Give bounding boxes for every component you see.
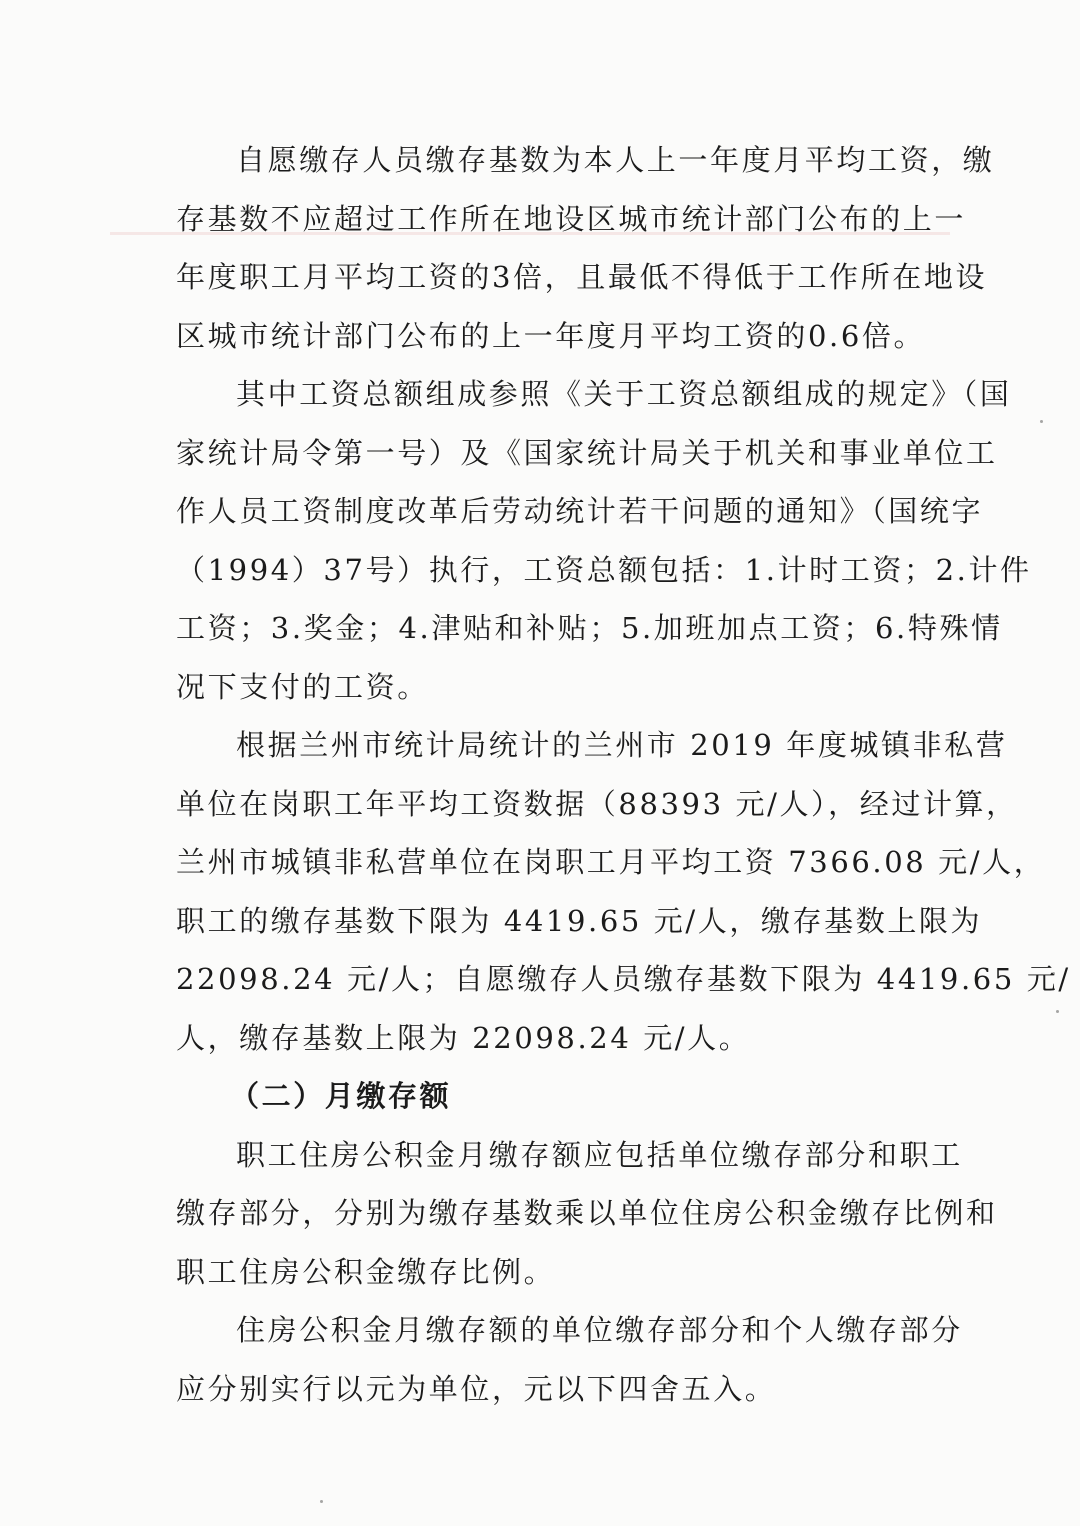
paragraph-line: 22098.24 元/人；自愿缴存人员缴存基数下限为 4419.65 元/ [176, 962, 1071, 996]
paragraph-line: 家统计局令第一号）及《国家统计局关于机关和事业单位工 [176, 435, 998, 470]
section-heading: （二）月缴存额 [230, 1079, 452, 1113]
paragraph-line: 人，缴存基数上限为 22098.24 元/人。 [176, 1020, 751, 1055]
paragraph-line: 兰州市城镇非私营单位在岗职工月平均工资 7366.08 元/人， [176, 845, 1046, 879]
paragraph-line: 存基数不应超过工作所在地设区城市统计部门公布的上一 [176, 201, 967, 236]
paragraph-line: 职工住房公积金缴存比例。 [176, 1254, 556, 1289]
paragraph-line: 职工住房公积金月缴存额应包括单位缴存部分和职工 [236, 1137, 963, 1172]
paragraph-line: 区城市统计部门公布的上一年度月平均工资的0.6倍。 [176, 318, 926, 353]
paragraph-line: 自愿缴存人员缴存基数为本人上一年度月平均工资，缴 [236, 143, 995, 177]
scan-speck [1056, 1010, 1059, 1013]
paragraph-line: 况下支付的工资。 [176, 669, 429, 704]
paragraph-line: 缴存部分，分别为缴存基数乘以单位住房公积金缴存比例和 [176, 1196, 998, 1230]
paragraph-line: 年度职工月平均工资的3倍，且最低不得低于工作所在地设 [176, 260, 988, 294]
document-body [176, 131, 1071, 1418]
paragraph-line: 其中工资总额组成参照《关于工资总额组成的规定》（国 [236, 377, 1012, 411]
paragraph-line: 工资；3.奖金；4.津贴和补贴；5.加班加点工资；6.特殊情 [176, 611, 1003, 645]
paragraph-line: 根据兰州市统计局统计的兰州市 2019 年度城镇非私营 [236, 728, 1008, 762]
scan-speck [320, 1500, 323, 1503]
paragraph-line: 作人员工资制度改革后劳动统计若干问题的通知》（国统字 [176, 494, 984, 528]
paragraph-line: （1994）37号）执行，工资总额包括：1.计时工资；2.计件 [176, 552, 1032, 587]
scan-speck [1040, 420, 1043, 423]
paragraph-line: 单位在岗职工年平均工资数据（88393 元/人），经过计算， [176, 786, 1018, 821]
paragraph-line: 应分别实行以元为单位，元以下四舍五入。 [176, 1371, 777, 1406]
paragraph-line: 住房公积金月缴存额的单位缴存部分和个人缴存部分 [236, 1313, 963, 1347]
paragraph-line: 职工的缴存基数下限为 4419.65 元/人，缴存基数上限为 [176, 903, 983, 938]
